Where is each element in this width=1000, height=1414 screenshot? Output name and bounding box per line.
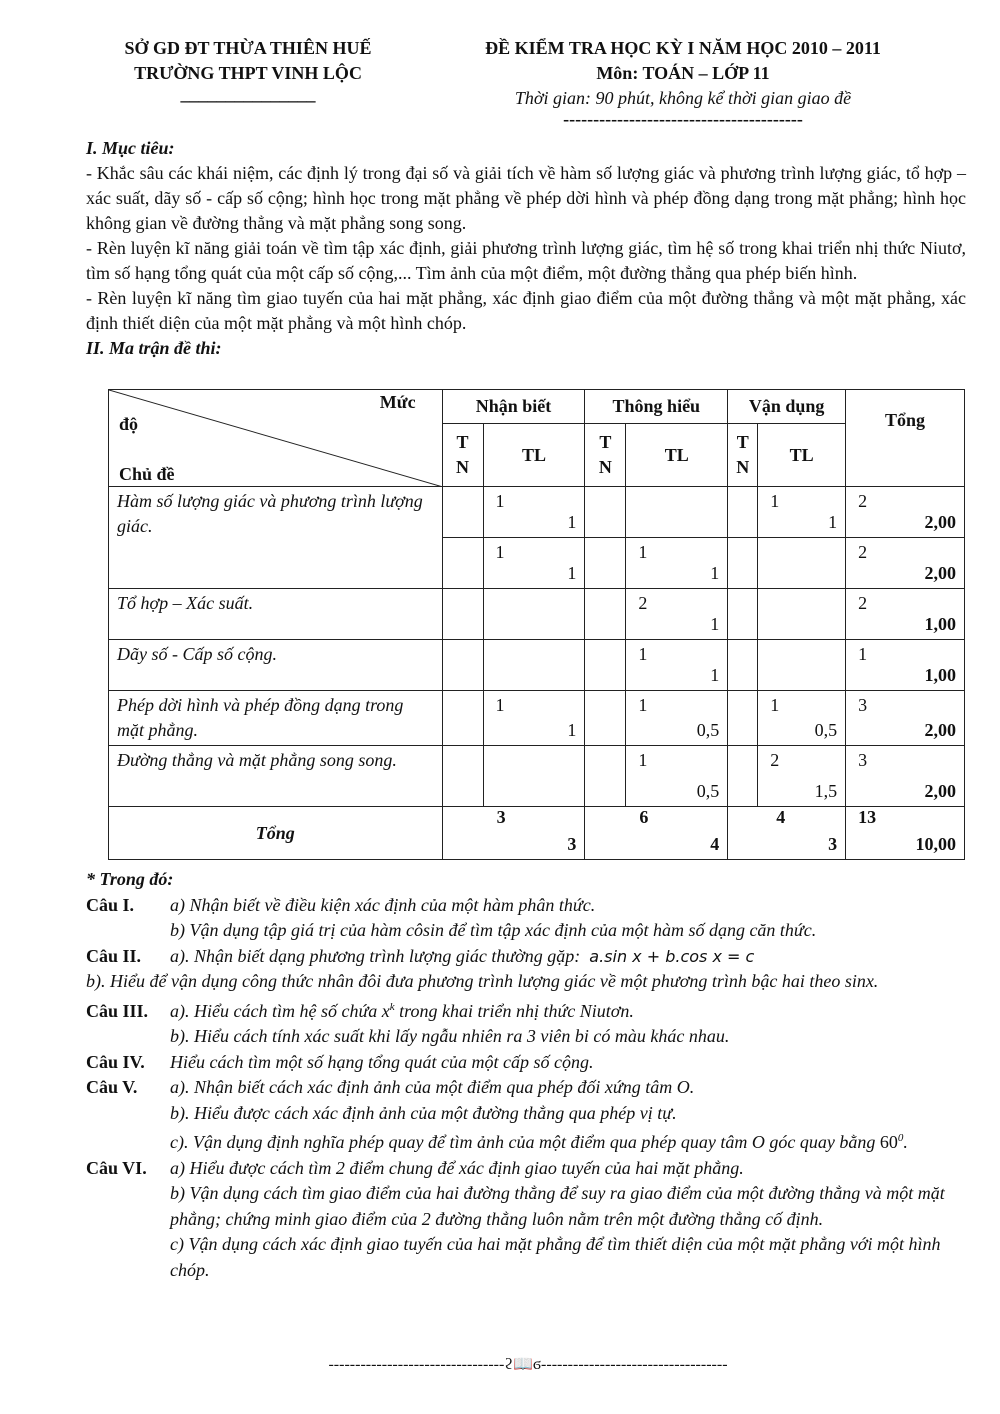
math-x: x bbox=[381, 1000, 390, 1021]
question-line bbox=[86, 893, 966, 919]
department-name: SỞ GD ĐT THỪA THIÊN HUẾ bbox=[124, 38, 372, 58]
table-row bbox=[109, 487, 965, 538]
total-score: 2,00 bbox=[924, 720, 956, 740]
topic-cell: Hàm số lượng giác và phương trình lượng giác. bbox=[109, 487, 443, 589]
question-line bbox=[86, 944, 966, 970]
total-score: 2,00 bbox=[924, 563, 956, 583]
total-count: 2 bbox=[858, 593, 868, 613]
question-text: b) Vận dụng cách tìm giao điểm của hai đường thẳng để suy ra giao điểm của một đường thẳng và một mặt phẳng; chứng minh giao điểm của 2 đường thẳng luôn nằm trên một đường thẳng cố định. bbox=[170, 1183, 945, 1229]
total-score: 1,00 bbox=[924, 614, 956, 634]
total-score-value: 4 bbox=[710, 834, 720, 854]
subheader-tn: T N bbox=[442, 424, 483, 487]
matrix-corner-cell bbox=[109, 390, 443, 487]
question-count: 1 bbox=[638, 695, 648, 715]
objective-paragraph: - Khắc sâu các khái niệm, các định lý trong đại số và giải tích về hàm số lượng giác và phương trình lượng giác, tổ hợp – xác suất, dãy số - cấp số cộng; hình học trong mặt phẳng về phép dời hình và phép đồng dạng trong mặt phẳng; hình học không gian về đường thẳng và mặt phẳng song song. bbox=[86, 163, 966, 233]
total-question-count: 3 bbox=[496, 807, 506, 827]
total-question-count: 4 bbox=[776, 807, 786, 827]
score-value: 1 bbox=[567, 563, 577, 583]
question-line bbox=[86, 1156, 966, 1182]
subheader-tl: TL bbox=[758, 424, 846, 487]
grand-total-score: 10,00 bbox=[915, 834, 956, 854]
score-value: 1 bbox=[828, 512, 838, 532]
question-line bbox=[86, 995, 966, 1025]
exam-header bbox=[428, 36, 938, 132]
subheader-tn: T N bbox=[728, 424, 758, 487]
question-count: 2 bbox=[770, 750, 780, 770]
exam-matrix-table bbox=[108, 389, 965, 860]
topic-cell: Đường thẳng và mặt phẳng song song. bbox=[109, 746, 443, 807]
topic-cell: Phép dời hình và phép đồng dạng trong mặt phẳng. bbox=[109, 691, 443, 746]
question-label: Câu III. bbox=[86, 1000, 149, 1021]
question-text: a). Nhận biết cách xác định ảnh của một điểm qua phép đối xứng tâm O. bbox=[170, 1077, 695, 1097]
question-text: a). Hiểu cách tìm hệ số chứa bbox=[170, 1000, 378, 1021]
question-text: c) Vận dụng cách xác định giao tuyến của hai mặt phẳng để tìm thiết diện của một mặt phẳng với một hình chóp. bbox=[170, 1234, 941, 1280]
question-label: Câu II. bbox=[86, 945, 142, 966]
question-line: c). Vận dụng định nghĩa phép quay để tìm ảnh của một điểm qua phép quay tâm O góc quay bằng $60^0$. bbox=[170, 1132, 908, 1152]
question-text: a). Nhận biết dạng phương trình lượng giác thường gặp: bbox=[170, 945, 581, 966]
header-underline: _______________ bbox=[180, 84, 316, 104]
objective-paragraph: - Rèn luyện kĩ năng tìm giao tuyến của hai mặt phẳng, xác định giao điểm của một đường thẳng và một mặt phẳng, xác định thiết diện của một mặt phẳng và một hình chóp. bbox=[86, 288, 966, 333]
subheader-tn: T N bbox=[585, 424, 626, 487]
table-row bbox=[109, 691, 965, 746]
table-row bbox=[109, 746, 965, 807]
angle-value: 60 bbox=[879, 1132, 898, 1152]
question-label: Câu V. bbox=[86, 1077, 138, 1097]
total-count: 2 bbox=[858, 491, 868, 511]
score-value: 1 bbox=[710, 665, 720, 685]
question-text: b). Hiểu để vận dụng công thức nhân đôi đưa phương trình lượng giác về một phương trình bậc hai theo sinx. bbox=[86, 971, 879, 991]
score-value: 1 bbox=[567, 720, 577, 740]
col-header-thong-hieu: Thông hiểu bbox=[585, 390, 728, 424]
objectives-heading: I. Mục tiêu: bbox=[86, 138, 175, 158]
exam-title: ĐỀ KIỂM TRA HỌC KỲ I NĂM HỌC 2010 – 2011 bbox=[485, 38, 881, 58]
score-value: 1 bbox=[567, 512, 577, 532]
question-count: 1 bbox=[495, 491, 505, 511]
total-count: 2 bbox=[858, 542, 868, 562]
question-line bbox=[86, 1075, 966, 1101]
total-score-value: 3 bbox=[567, 834, 577, 854]
degree-sign: 0 bbox=[897, 1132, 904, 1144]
question-label: Câu IV. bbox=[86, 1051, 145, 1072]
score-value: 0,5 bbox=[696, 720, 720, 740]
question-count: 1 bbox=[638, 542, 648, 562]
subheader-tl: TL bbox=[483, 424, 585, 487]
topic-cell: Dãy số - Cấp số cộng. bbox=[109, 640, 443, 691]
score-value: 0,5 bbox=[814, 720, 838, 740]
footer-ornament: ---------------------------------ϩ📖ϭ----------------------------------- bbox=[328, 1356, 728, 1373]
corner-label-level: Mức bbox=[379, 392, 416, 412]
question-count: 1 bbox=[770, 491, 780, 511]
exam-duration: Thời gian: 90 phút, không kể thời gian giao đề bbox=[514, 88, 852, 108]
topic-cell: Tổ hợp – Xác suất. bbox=[109, 589, 443, 640]
question-text: c). Vận dụng định nghĩa phép quay để tìm ảnh của một điểm qua phép quay tâm O góc quay bằng bbox=[170, 1132, 876, 1152]
exam-subject: Môn: TOÁN – LỚP 11 bbox=[596, 63, 770, 83]
table-row bbox=[109, 589, 965, 640]
col-header-van-dung: Vận dụng bbox=[728, 390, 846, 424]
col-header-nhan-biet: Nhận biết bbox=[442, 390, 585, 424]
subheader-tl: TL bbox=[626, 424, 728, 487]
total-score: 1,00 bbox=[924, 665, 956, 685]
objectives-section bbox=[86, 136, 966, 361]
corner-label-topic: Chủ đề bbox=[119, 464, 175, 484]
formula: a.sin x + b.cos x = c bbox=[589, 946, 755, 966]
question-text: b) Vận dụng tập giá trị của hàm côsin để tìm tập xác định của một hàm số dạng căn thức. bbox=[170, 920, 817, 940]
table-row bbox=[109, 640, 965, 691]
question-text: a) Hiểu được cách tìm 2 điểm chung để xác định giao tuyến của hai mặt phẳng. bbox=[170, 1157, 744, 1178]
math-exponent: k bbox=[389, 1000, 395, 1013]
school-name: TRƯỜNG THPT VINH LỘC bbox=[134, 63, 362, 83]
total-score: 2,00 bbox=[924, 781, 956, 801]
total-count: 1 bbox=[858, 644, 868, 664]
total-label: Tổng bbox=[109, 807, 443, 860]
total-count: 3 bbox=[858, 750, 868, 770]
question-count: 2 bbox=[638, 593, 648, 613]
total-count: 3 bbox=[858, 695, 868, 715]
details-title: * Trong đó: bbox=[86, 869, 174, 889]
question-line bbox=[86, 1050, 966, 1076]
question-label: Câu VI. bbox=[86, 1157, 147, 1178]
question-text: trong khai triển nhị thức Niutơn. bbox=[399, 1000, 634, 1021]
total-score: 2,00 bbox=[924, 512, 956, 532]
question-details bbox=[86, 867, 966, 1283]
question-count: 1 bbox=[770, 695, 780, 715]
question-count: 1 bbox=[495, 695, 505, 715]
table-total-row bbox=[109, 807, 965, 860]
matrix-heading: II. Ma trận đề thi: bbox=[86, 338, 222, 358]
question-text: b). Hiểu được cách xác định ảnh của một đường thẳng qua phép vị tự. bbox=[170, 1102, 677, 1123]
question-text: Hiểu cách tìm một số hạng tổng quát của một cấp số cộng. bbox=[170, 1051, 594, 1072]
corner-label-level-cont: độ bbox=[119, 414, 139, 434]
question-count: 1 bbox=[495, 542, 505, 562]
score-value: 1 bbox=[710, 563, 720, 583]
score-value: 1,5 bbox=[814, 781, 838, 801]
total-score-value: 3 bbox=[828, 834, 838, 854]
score-value: 1 bbox=[710, 614, 720, 634]
objective-paragraph: - Rèn luyện kĩ năng giải toán về tìm tập xác định, giải phương trình lượng giác, tìm hệ số trong khai triển nhị thức Niutơ, tìm số hạng tổng quát của một cấp số cộng,... Tìm ảnh của một điểm, một đường thẳng qua phép biến hình. bbox=[86, 238, 966, 283]
question-text: b). Hiểu cách tính xác suất khi lấy ngẫu nhiên ra 3 viên bi có màu khác nhau. bbox=[170, 1026, 730, 1046]
question-label: Câu I. bbox=[86, 894, 135, 915]
score-value: 0,5 bbox=[696, 781, 720, 801]
total-question-count: 6 bbox=[639, 807, 649, 827]
question-count: 1 bbox=[638, 750, 648, 770]
question-count: 1 bbox=[638, 644, 648, 664]
question-text: a) Nhận biết về điều kiện xác định của một hàm phân thức. bbox=[170, 894, 596, 915]
grand-total-count: 13 bbox=[858, 807, 877, 827]
school-header bbox=[78, 36, 418, 107]
header-dash-line: ---------------------------------------- bbox=[563, 109, 803, 129]
col-header-tong: Tổng bbox=[846, 390, 965, 487]
